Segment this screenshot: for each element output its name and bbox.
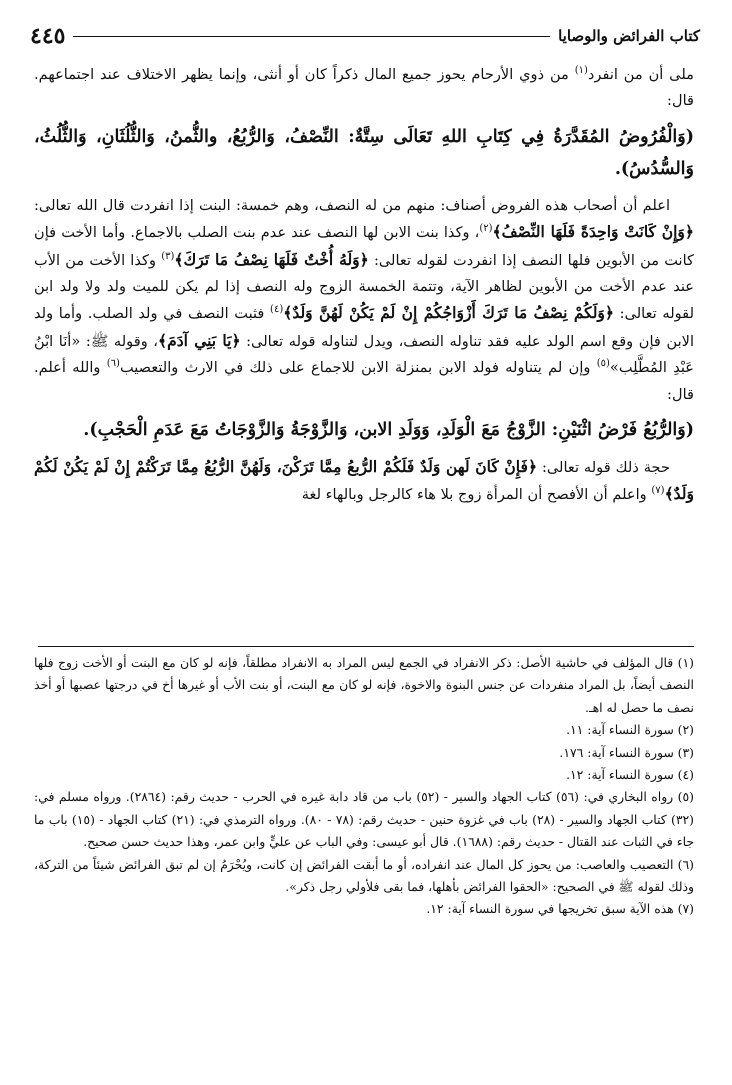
header-rule (73, 36, 550, 37)
footnote-ref-7: (٧) (651, 485, 665, 497)
footnote-1: (١) قال المؤلف في حاشية الأصل: ذكر الانفراد في الجمع ليس المراد به الانفراد مطلقاً، فإنه لو كان مع البنت أو الأخت زوج فلها النصف أيضاً، بل المراد منفردات عن جنس البنوة والاخوة، فإنه لو كان مع البنت، أو بنت الأب أو غيرها أخ في درجتها عصبها أو أخذ نصف ما حصل له اهـ. (34, 655, 694, 715)
quran-verse: ﴿وَإِنْ كَانَتْ وَاحِدَةً فَلَهَا النِّصْفُ﴾ (492, 222, 694, 242)
paragraph-quarter-proof: حجة ذلك قوله تعالى: ﴿فَإِنْ كَانَ لَهن وَلَدٌ فَلَكُمْ الرُّبعُ مِمَّا تَرَكْنَ، وَلَهُنَّ الرُّبُعُ مِمَّا تَرَكْتُمْ إِنْ لَمْ يَكُنْ لَكُمْ وَلَدٌ﴾$^{(٧)}$ واعلم أن الأفصح أن المرأة زوج بلا هاء كالرجل وبالهاء لغة (34, 457, 694, 504)
footnote-separator (38, 646, 694, 647)
page-number: ٤٤٥ (30, 23, 66, 49)
matn-fixed-shares: (وَالْفُرُوضُ المُقَدَّرَةُ فِي كِتَابِ اللهِ تَعَالَى سِتَّةٌ: النِّصْفُ، وَالرُّبُعُ، والثُّمنُ، وَالثُّلُثَانِ، وَالثُّلُثُ، وَالسُّدُسُ). (34, 126, 694, 179)
footnote-3: (٣) سورة النساء آية: ١٧٦. (559, 744, 694, 760)
quran-verse: ﴿وَلَهُ أُخْتٌ فَلَهَا نِصْفُ مَا تَرَكَ﴾ (174, 249, 369, 269)
footnote-ref-3: (٣) (161, 250, 175, 262)
paragraph-half-share: اعلم أن أصحاب هذه الفروض أصناف: منهم من له النصف، وهم خمسة: البنت إذا انفردت قال الله تعالى: ﴿وَإِنْ كَانَتْ وَاحِدَةً فَلَهَا النِّصْفُ﴾$^{(٢)}$، وكذا بنت الابن لها النصف عند عدم بنت الصلب بالاجماع. وأما الأخت فإن كانت من الأبوين فلها النصف إذا انفردت لقوله تعالى: ﴿وَلَهُ أُخْتٌ فَلَهَا نِصْفُ مَا تَرَكَ﴾$^{(٣)}$ وكذا الأخت من الأب عند عدم الأخت من الأبوين لظاهر الآية، وتتمة الخمسة الزوج وله النصف إذا لم يكن للميت ولد ولا ولد ابن لقوله تعالى: ﴿وَلَكُمْ نِصْفُ مَا تَرَكَ أَزْوَاجُكُمْ إِنْ لَمْ يَكُنْ لَهُنَّ وَلَدٌ﴾$^{(٤)}$ فثبت النصف في ولد الصلب. وأما ولد الابن فإن وقع اسم الولد عليه فقد تناوله النصف، ويدل لتناوله قوله تعالى: ﴿يَا بَنِي آدَمَ﴾، وقوله ﷺ: «أنَا ابْنُ عَبْدِ المُطَّلِب»$^{(٥)}$ وإن لم يتناوله فولد الابن بمنزلة الابن للاجماع على ذلك في الارث والتعصيب$^{(٦)}$ والله أعلم. قال: (34, 196, 695, 403)
footnote-ref-4: (٤) (270, 304, 284, 316)
footnote-7: (٧) هذه الآية سبق تخريجها في سورة النساء آية: ١٢. (426, 901, 694, 917)
quran-verse: ﴿يَا بَنِي آدَمَ﴾ (158, 330, 241, 350)
footnote-4: (٤) سورة النساء آية: ١٢. (566, 767, 694, 783)
footnote-ref-1: (١) (574, 65, 588, 77)
footnote-5: (٥) رواه البخاري في: (٥٦) كتاب الجهاد والسير - (٥٢) باب من قاد دابة غيره في الحرب - حديث رقم: (٢٨٦٤). ورواه مسلم في: (٣٢) كتاب الجهاد والسير - (٢٨) باب في غزوة حنين - حديث رقم: (٧٨ - ٨٠). ورواه الترمذي في: (٢١) كتاب الجهاد - (١٥) باب ما جاء في الثبات عند القتال - حديث رقم: (١٦٨٨). قال أبو عيسى: وفي الباب عن عليٍّ وابن عمر، وهذا حديث حسن صحيح. (34, 789, 694, 850)
footnote-6: (٦) التعصيب والعاصب: من يحوز كل المال عند انفراده، أو ما أبقت الفرائض إن كانت، ويُحْرَمُ إن لم تبق الفرائض شيئاً من التركة، وذلك لقوله ﷺ في الصحيح: «الحقوا الفرائض بأهلها، فما بقى فلأولي رجل ذكر». (34, 856, 694, 895)
footnote-ref-6: (٦) (106, 358, 120, 370)
quran-verse: ﴿وَلَكُمْ نِصْفُ مَا تَرَكَ أَزْوَاجُكُمْ إِنْ لَمْ يَكُنْ لَهُنَّ وَلَدٌ﴾ (283, 303, 614, 323)
footnote-ref-5: (٥) (596, 358, 610, 370)
page-header (30, 18, 700, 54)
matn-quarter-share: (وَالرُّبُعُ فَرْضُ اثْنَيْنِ: الزَّوْجُ مَعَ الْوَلَدِ، وَوَلَدِ الابن، وَالزَّوْجَةُ وَالزَّوْجَاتُ مَعَ عَدَمِ الْحَجْبِ). (83, 420, 694, 441)
footnote-2: (٢) سورة النساء آية: ١١. (566, 722, 694, 738)
footnote-ref-2: (٢) (479, 223, 493, 235)
footnotes (34, 652, 694, 921)
quran-verse: ﴿فَإِنْ كَانَ لَهن وَلَدٌ فَلَكُمْ الرُّبعُ مِمَّا تَرَكْنَ، وَلَهُنَّ الرُّبُعُ مِمَّا تَرَكْتُمْ إِنْ لَمْ يَكُنْ لَكُمْ وَلَدٌ﴾ (34, 457, 694, 504)
paragraph-intro: ملى أن من انفرد$^{(١)}$ من ذوي الأرحام يحوز جميع المال ذكراً كان أو أنثى، وإنما يظهر الاختلاف عند اجتماعهم. قال: (34, 65, 694, 110)
book-title: كتاب الفرائض والوصايا (558, 27, 700, 45)
main-text (34, 62, 694, 509)
